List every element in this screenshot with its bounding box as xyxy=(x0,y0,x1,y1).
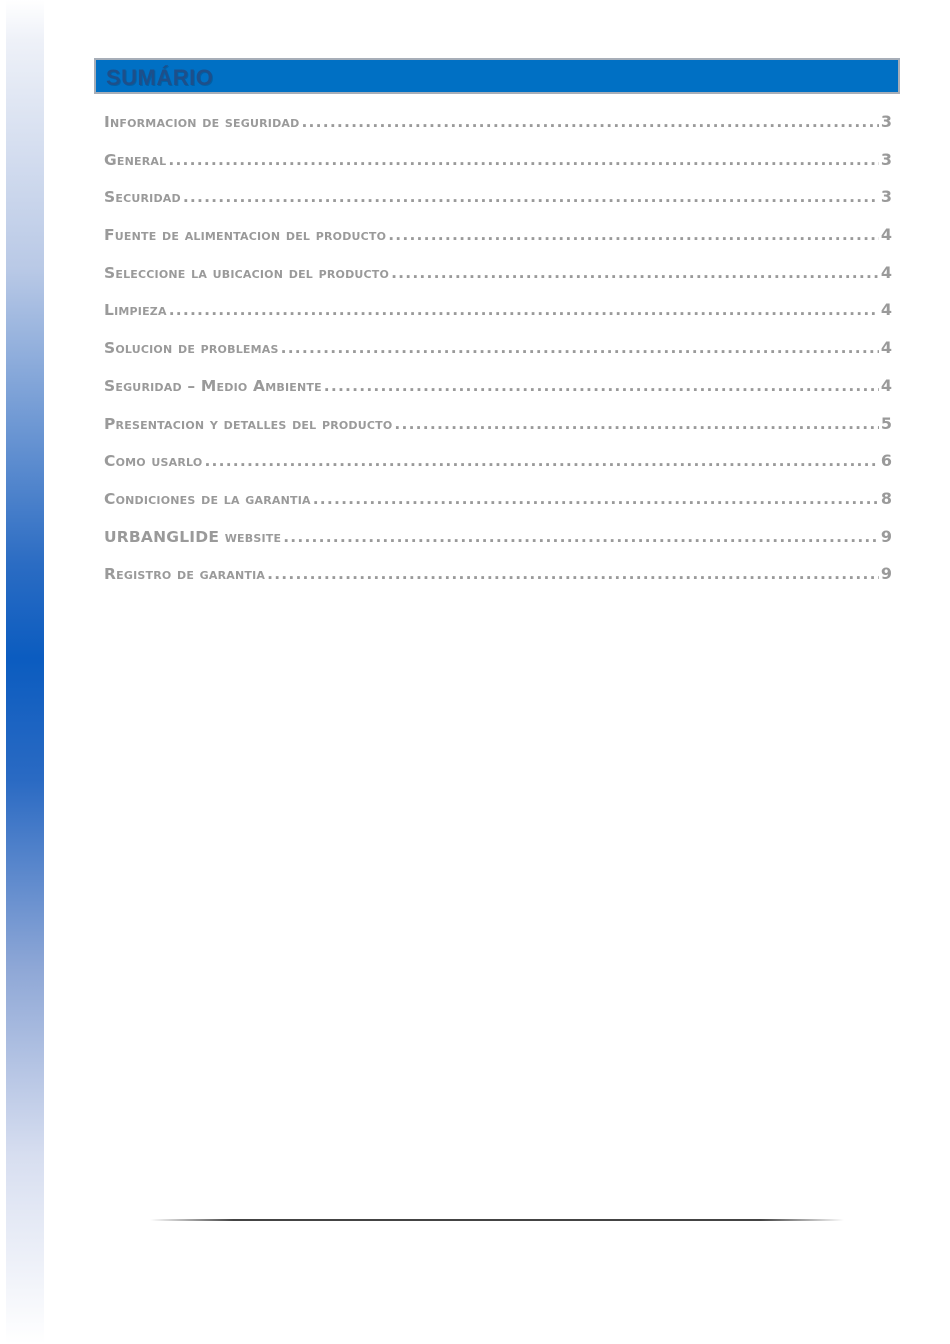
toc-dot-leader xyxy=(394,415,878,433)
toc-entry-title: Informacion de seguridad xyxy=(104,113,300,131)
toc-entry[interactable] xyxy=(104,112,892,150)
toc-entry-title: Registro de garantia xyxy=(104,565,266,584)
toc-dot-leader xyxy=(301,113,878,131)
toc-entry[interactable] xyxy=(104,489,892,527)
toc-entry[interactable] xyxy=(104,263,892,301)
toc-dot-leader xyxy=(169,301,879,319)
footer-divider xyxy=(150,1219,844,1221)
toc-dot-leader xyxy=(388,226,879,244)
toc-entry[interactable] xyxy=(104,300,892,338)
toc-entry-title: Como usarlo xyxy=(104,452,203,471)
toc-entry-page: 3 xyxy=(880,112,892,131)
toc-dot-leader xyxy=(183,188,879,206)
toc-dot-leader xyxy=(283,528,879,546)
toc-entry-page: 4 xyxy=(880,338,892,358)
toc-dot-leader xyxy=(313,490,879,508)
toc-entry-title: Presentacion y detalles del producto xyxy=(104,414,393,433)
toc-entry-title: General xyxy=(104,150,167,169)
toc-entry-page: 3 xyxy=(880,187,892,207)
toc-entry-title: Seguridad – Medio Ambiente xyxy=(104,376,322,395)
toc-entry[interactable] xyxy=(104,338,892,376)
decorative-side-band xyxy=(6,0,44,1344)
toc-dot-leader xyxy=(281,339,879,357)
toc-entry-page: 3 xyxy=(880,149,892,169)
toc-entry-title: Seleccione la ubicacion del producto xyxy=(104,263,390,282)
toc-entry-page: 4 xyxy=(880,300,892,320)
toc-dot-leader xyxy=(204,452,878,470)
toc-entry-page: 5 xyxy=(880,413,892,433)
toc-entry[interactable] xyxy=(104,451,892,489)
toc-dot-leader xyxy=(267,565,879,583)
toc-entry-page: 9 xyxy=(880,526,892,546)
toc-entry-page: 9 xyxy=(880,564,892,584)
toc-entry[interactable] xyxy=(104,225,892,263)
toc-entry[interactable] xyxy=(104,414,892,452)
toc-title-bar xyxy=(94,58,900,94)
toc-entry-page: 4 xyxy=(880,262,892,282)
toc-entry-title: Securidad xyxy=(104,188,181,207)
toc-entry[interactable] xyxy=(104,187,892,225)
toc-dot-leader xyxy=(391,264,879,282)
toc-heading: SUMÁRIO xyxy=(106,65,214,90)
toc-entry[interactable] xyxy=(104,376,892,414)
toc-entry-title: Condiciones de la garantia xyxy=(104,489,311,508)
toc-entry-page: 8 xyxy=(880,488,892,508)
toc-dot-leader xyxy=(168,151,879,169)
toc-entry-title: Limpieza xyxy=(104,301,167,320)
table-of-contents xyxy=(104,112,892,602)
toc-entry-title: URBANGLIDE website xyxy=(104,527,282,546)
toc-entry-page: 6 xyxy=(880,451,892,471)
toc-entry[interactable] xyxy=(104,150,892,188)
toc-entry-title: Solucion de problemas xyxy=(104,339,279,358)
toc-entry[interactable] xyxy=(104,564,892,602)
toc-entry[interactable] xyxy=(104,527,892,565)
toc-entry-page: 4 xyxy=(880,375,892,395)
toc-entry-title: Fuente de alimentacion del producto xyxy=(104,226,387,245)
toc-dot-leader xyxy=(324,377,879,395)
toc-entry-page: 4 xyxy=(880,225,892,245)
